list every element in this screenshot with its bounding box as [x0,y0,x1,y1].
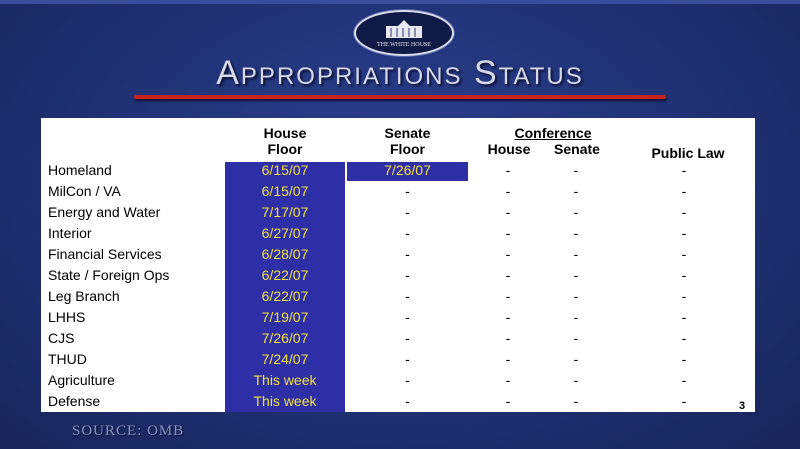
row-label: LHHS [48,309,86,325]
senate-floor-cell: - [405,267,410,283]
senate-floor-cell: - [405,204,410,220]
conference-house-cell: - [505,372,511,388]
conference-senate-cell: - [573,204,579,220]
table-row [41,202,755,223]
senate-floor-cell: - [405,330,410,346]
conference-house-cell: - [505,330,511,346]
conference-senate-cell: - [573,225,579,241]
conference-house-cell: - [505,246,511,262]
conference-house-cell: - [505,162,511,178]
conference-house-cell: - [505,204,511,220]
table-row [41,265,755,286]
house-floor-cell: 6/15/07 [261,162,309,178]
header-conf-house: House [487,141,531,157]
public-law-cell: - [681,162,687,178]
conference-senate-cell: - [573,162,579,178]
public-law-cell: - [681,288,687,304]
senate-floor-cell: - [405,246,410,262]
public-law-cell: - [681,372,687,388]
row-label: Energy and Water [48,204,161,220]
row-label: State / Foreign Ops [48,267,170,283]
row-label: Financial Services [48,246,162,262]
white-house-building-icon [356,12,452,54]
conference-senate-cell: - [573,351,579,367]
row-label: Homeland [48,162,112,178]
conference-house-cell: - [505,225,511,241]
table-row [41,391,755,412]
conference-house-cell: - [505,309,511,325]
conference-senate-cell: - [573,267,579,283]
table-row [41,286,755,307]
conference-senate-cell: - [573,330,579,346]
header-conference: Conference [514,125,592,141]
row-label: MilCon / VA [48,183,121,199]
seal-text: THE WHITE HOUSE [377,42,431,48]
row-label: Agriculture [48,372,115,388]
public-law-cell: - [681,351,687,367]
top-border [0,0,800,4]
house-floor-cell: 6/22/07 [261,267,309,283]
house-floor-cell: 6/27/07 [261,225,309,241]
table-row [41,181,755,202]
conference-house-cell: - [505,393,511,409]
table-row [41,307,755,328]
house-floor-cell: 7/19/07 [261,309,309,325]
page-title: Appropriations Status [216,54,584,92]
house-floor-cell: 6/22/07 [261,288,309,304]
status-table [41,118,755,412]
white-house-seal [354,10,454,56]
row-label: Leg Branch [48,288,120,304]
public-law-cell: - [681,225,687,241]
conference-senate-cell: - [573,372,579,388]
header-public-law: Public Law [651,145,725,161]
table-row [41,370,755,391]
public-law-cell: - [681,309,687,325]
public-law-cell: - [681,183,687,199]
table-row [41,244,755,265]
public-law-cell: - [681,246,687,262]
senate-floor-cell: - [405,351,410,367]
conference-house-cell: - [505,351,511,367]
table-row [41,349,755,370]
table-row [41,223,755,244]
conference-senate-cell: - [573,393,579,409]
row-label: Defense [48,393,101,409]
conference-house-cell: - [505,267,511,283]
conference-senate-cell: - [573,246,579,262]
house-floor-cell: 7/26/07 [261,330,309,346]
conference-house-cell: - [505,183,511,199]
senate-floor-cell: - [405,372,410,388]
senate-floor-cell: - [405,288,410,304]
header-senate-floor: Senate Floor [384,125,431,157]
source-note: SOURCE: OMB [72,423,185,439]
row-label: THUD [48,351,87,367]
house-floor-cell: 6/15/07 [261,183,309,199]
conference-senate-cell: - [573,309,579,325]
house-floor-cell: This week [253,372,317,388]
header-house-floor: House Floor [263,125,307,157]
senate-floor-cell: - [405,225,410,241]
house-floor-cell: This week [253,393,317,409]
row-label: Interior [48,225,92,241]
public-law-cell: - [681,204,687,220]
page-number: 3 [739,400,746,412]
house-floor-cell: 7/17/07 [261,204,309,220]
senate-floor-cell: - [405,183,410,199]
house-floor-cell: 7/24/07 [261,351,309,367]
public-law-cell: - [681,267,687,283]
table-row [41,160,755,181]
conference-senate-cell: - [573,183,579,199]
public-law-cell: - [681,330,687,346]
title-underline [134,95,666,99]
public-law-cell: - [681,393,687,409]
senate-floor-cell: - [405,393,410,409]
conference-house-cell: - [505,288,511,304]
row-label: CJS [48,330,75,346]
table-row [41,328,755,349]
header-conf-senate: Senate [554,141,600,157]
senate-floor-cell: 7/26/07 [384,162,431,178]
house-floor-cell: 6/28/07 [261,246,309,262]
senate-floor-cell: - [405,309,410,325]
conference-senate-cell: - [573,288,579,304]
